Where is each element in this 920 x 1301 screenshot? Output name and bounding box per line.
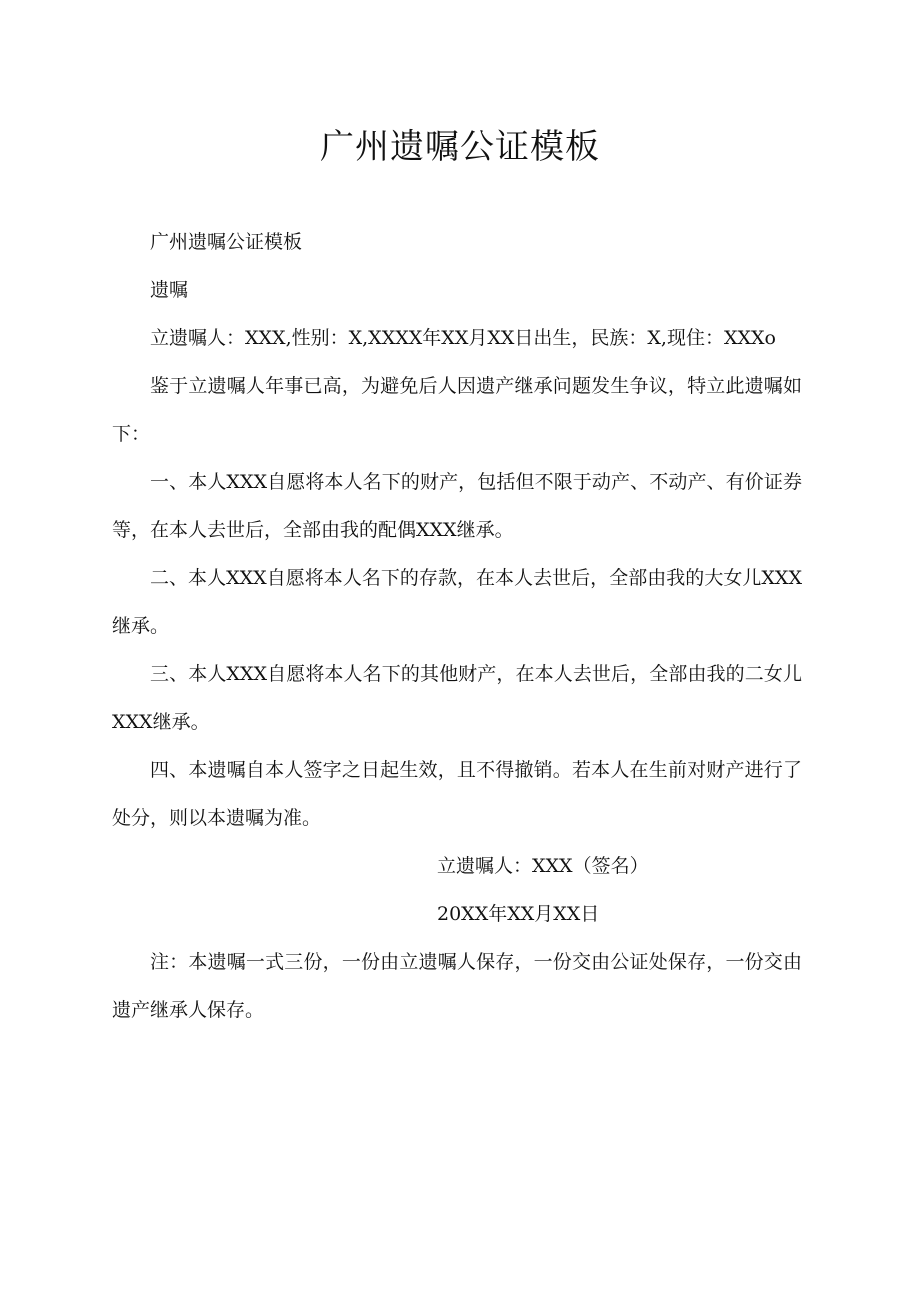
clause-4: 四、本遗嘱自本人签字之日起生效，且不得撤销。若本人在生前对财产进行了处分，则以本遗嘱为准。 [112, 759, 802, 829]
clause-3: 三、本人XXX自愿将本人名下的其他财产，在本人去世后，全部由我的二女儿XXX继承。 [112, 663, 802, 733]
clause-1: 一、本人XXX自愿将本人名下的财产，包括但不限于动产、不动产、有价证券等，在本人去世后，全部由我的配偶XXX继承。 [112, 471, 802, 541]
clause-2: 二、本人XXX自愿将本人名下的存款，在本人去世后，全部由我的大女儿XXX继承。 [112, 567, 802, 637]
subtitle: 广州遗嘱公证模板 [150, 231, 303, 253]
document-body [112, 218, 802, 1034]
date-line: 20XX年XX月XX日 [437, 903, 600, 925]
document-title: 广州遗嘱公证模板 [320, 127, 600, 167]
testator-line: 立遗嘱人：XXX,性别：X,XXXX年XX月XX日出生，民族：X,现住：XXXo [150, 327, 776, 349]
signature-line: 立遗嘱人：XXX（签名） [437, 855, 649, 877]
preamble: 鉴于立遗嘱人年事已高，为避免后人因遗产继承问题发生争议，特立此遗嘱如下： [112, 375, 802, 445]
heading: 遗嘱 [150, 279, 189, 301]
note: 注：本遗嘱一式三份，一份由立遗嘱人保存，一份交由公证处保存，一份交由遗产继承人保存。 [112, 951, 802, 1021]
